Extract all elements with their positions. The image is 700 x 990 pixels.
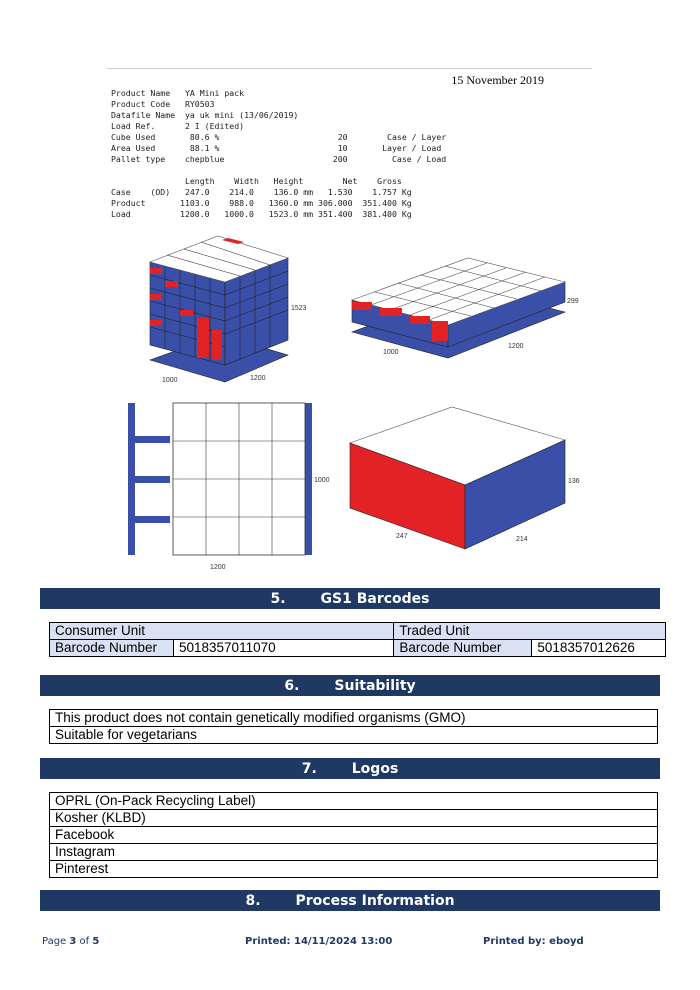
section-number: 6. <box>284 677 300 694</box>
pallet-load-width: 1200 <box>250 375 266 382</box>
report-line: Cube Used 80.6 % 20 Case / Layer <box>111 132 447 142</box>
barcodes-table <box>49 622 666 657</box>
report-date: 15 November 2019 <box>451 73 544 87</box>
traded-barcode-label: Barcode Number <box>394 640 532 657</box>
consumer-barcode-label: Barcode Number <box>50 640 174 657</box>
logo-row: Facebook <box>50 827 658 844</box>
suitability-row: This product does not contain genetically modified organisms (GMO) <box>50 710 658 727</box>
pallet-plan-width: 1200 <box>210 564 226 571</box>
page-of: of <box>76 936 93 947</box>
logo-row: Pinterest <box>50 861 658 878</box>
pallet-load-depth: 1000 <box>162 377 178 384</box>
pallet-load-height: 1523 <box>291 305 307 312</box>
case-width: 214 <box>516 536 528 543</box>
report-line: Product Code RY0503 <box>111 99 215 109</box>
logo-row: Kosher (KLBD) <box>50 810 658 827</box>
logos-table <box>49 792 658 878</box>
pallet-plan-depth: 1000 <box>314 477 330 484</box>
pallet-load-diagram <box>150 236 307 384</box>
report-line: Area Used 88.1 % 10 Layer / Load <box>111 143 442 153</box>
pallet-plan-diagram <box>128 403 330 571</box>
printed-date: Printed: 14/11/2024 13:00 <box>245 936 393 947</box>
section-title: Logos <box>351 760 399 777</box>
case-height: 136 <box>568 478 580 485</box>
dims-header: Length Width Height Net Gross <box>111 176 402 186</box>
printed-by: Printed by: eboyd <box>483 936 584 947</box>
report-line: Pallet type chepblue 200 Case / Load <box>111 154 447 164</box>
suitability-table <box>49 709 658 744</box>
page-number: 3 <box>69 936 77 947</box>
traded-unit-header: Traded Unit <box>394 623 666 640</box>
section-number: 7. <box>301 760 317 777</box>
section-number: 8. <box>245 892 261 909</box>
dims-row: Product 1103.0 988.0 1360.0 mm 306.000 351.400 Kg <box>111 198 412 208</box>
section-number: 5. <box>270 590 286 607</box>
case-diagram <box>350 407 580 549</box>
section-title: GS1 Barcodes <box>320 590 430 607</box>
consumer-barcode-value: 5018357011070 <box>174 640 394 657</box>
dims-row: Case (OD) 247.0 214.0 136.0 mm 1.530 1.757 Kg <box>111 187 412 197</box>
page-total: 5 <box>92 936 100 947</box>
traded-barcode-value: 5018357012626 <box>532 640 666 657</box>
page-prefix: Page <box>42 936 70 947</box>
pallet-layer-width: 1200 <box>508 343 524 350</box>
logo-row: OPRL (On-Pack Recycling Label) <box>50 793 658 810</box>
section-header-logos <box>40 758 660 779</box>
pallet-layer-depth: 1000 <box>383 349 399 356</box>
consumer-unit-header: Consumer Unit <box>50 623 394 640</box>
report-line: Datafile Name ya uk mini (13/06/2019) <box>111 110 299 120</box>
section-title: Suitability <box>334 677 416 694</box>
section-header-process <box>40 890 660 911</box>
case-length: 247 <box>396 533 408 540</box>
section-header-suitability <box>40 675 660 696</box>
dims-row: Load 1200.0 1000.0 1523.0 mm 351.400 381.400 Kg <box>111 209 412 219</box>
section-title: Process Information <box>295 892 455 909</box>
suitability-row: Suitable for vegetarians <box>50 727 658 744</box>
report-line: Product Name YA Mini pack <box>111 88 245 98</box>
pallet-layer-height: 299 <box>567 298 579 305</box>
page-indicator <box>42 936 99 947</box>
section-header-barcodes <box>40 588 660 609</box>
pallet-layer-diagram <box>352 258 579 358</box>
logo-row: Instagram <box>50 844 658 861</box>
report-line: Load Ref. 2 I (Edited) <box>111 121 245 131</box>
